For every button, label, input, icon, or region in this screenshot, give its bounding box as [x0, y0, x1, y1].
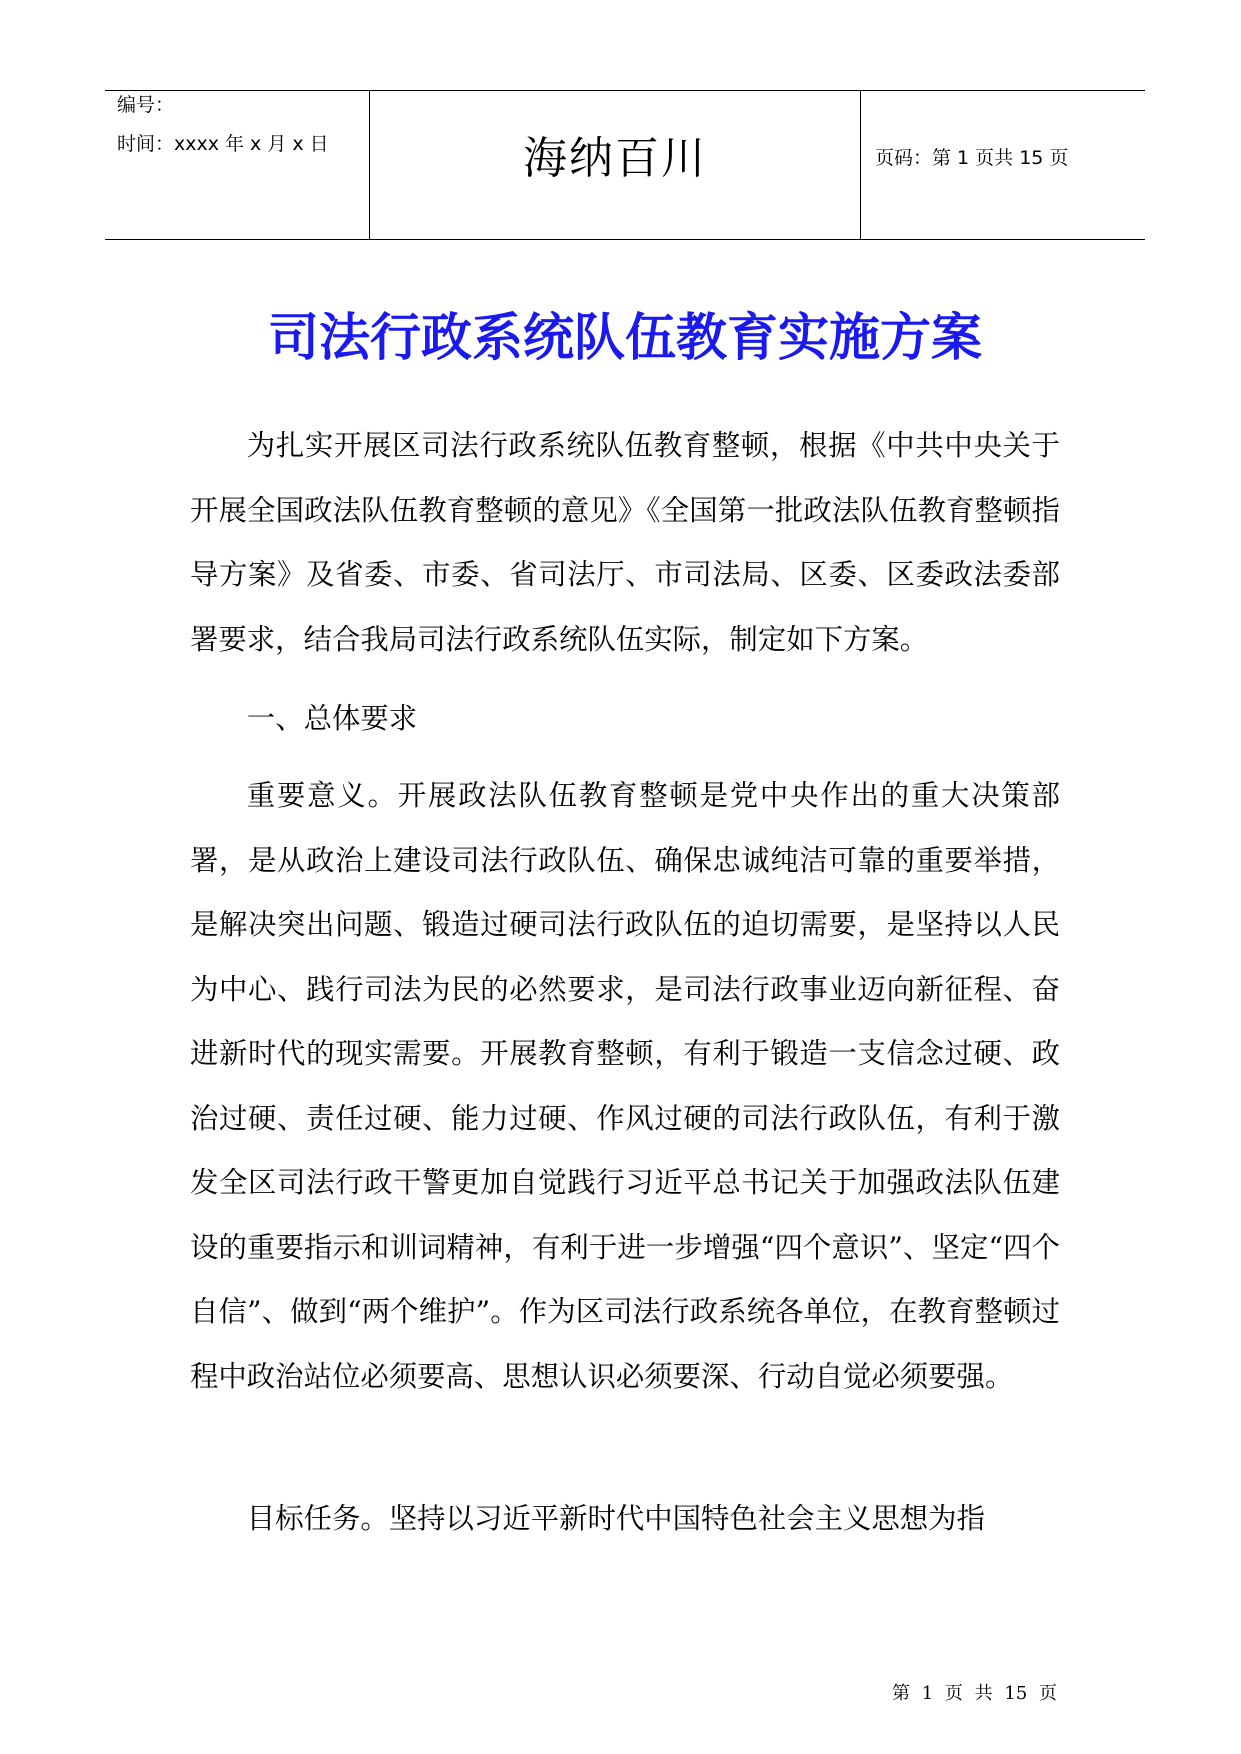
header-table	[105, 90, 1145, 240]
paragraph-intro: 为扎实开展区司法行政系统队伍教育整顿，根据《中共中央关于开展全国政法队伍教育整顿的意见》《全国第一批政法队伍教育整顿指导方案》及省委、市委、省司法厅、市司法局、区委、区委政法委部署要求，结合我局司法行政系统队伍实际，制定如下方案。	[190, 429, 1060, 656]
page-footer: 第 1 页 共 15 页	[892, 1683, 1057, 1704]
page-counter-label: 页码：第 1 页共 15 页	[875, 147, 1069, 169]
header-info-cell	[105, 91, 370, 239]
document-time-label: 时间：xxxx 年 x 月 x 日	[117, 133, 329, 155]
brand-name: 海纳百川	[523, 133, 707, 184]
paragraph-objectives: 目标任务。坚持以习近平新时代中国特色社会主义思想为指	[246, 1502, 985, 1535]
document-title: 司法行政系统队伍教育实施方案	[267, 309, 982, 368]
header-page-cell	[861, 91, 1145, 239]
document-number-label: 编号：	[117, 94, 175, 116]
section-heading-general-requirements: 一、总体要求	[246, 702, 418, 735]
paragraph-importance: 重要意义。开展政法队伍教育整顿是党中央作出的重大决策部署，是从政治上建设司法行政队伍、确保忠诚纯洁可靠的重要举措，是解决突出问题、锻造过硬司法行政队伍的迫切需要，是坚持以人民为中心、践行司法为民的必然要求，是司法行政事业迈向新征程、奋进新时代的现实需要。开展教育整顿，有利于锻造一支信念过硬、政治过硬、责任过硬、能力过硬、作风过硬的司法行政队伍，有利于激发全区司法行政干警更加自觉践行习近平总书记关于加强政法队伍建设的重要指示和训词精神，有利于进一步增强“四个意识”、坚定“四个自信”、做到“两个维护”。作为区司法行政系统各单位，在教育整顿过程中政治站位必须要高、思想认识必须要深、行动自觉必须要强。	[190, 779, 1060, 1393]
header-brand-cell	[370, 91, 861, 239]
